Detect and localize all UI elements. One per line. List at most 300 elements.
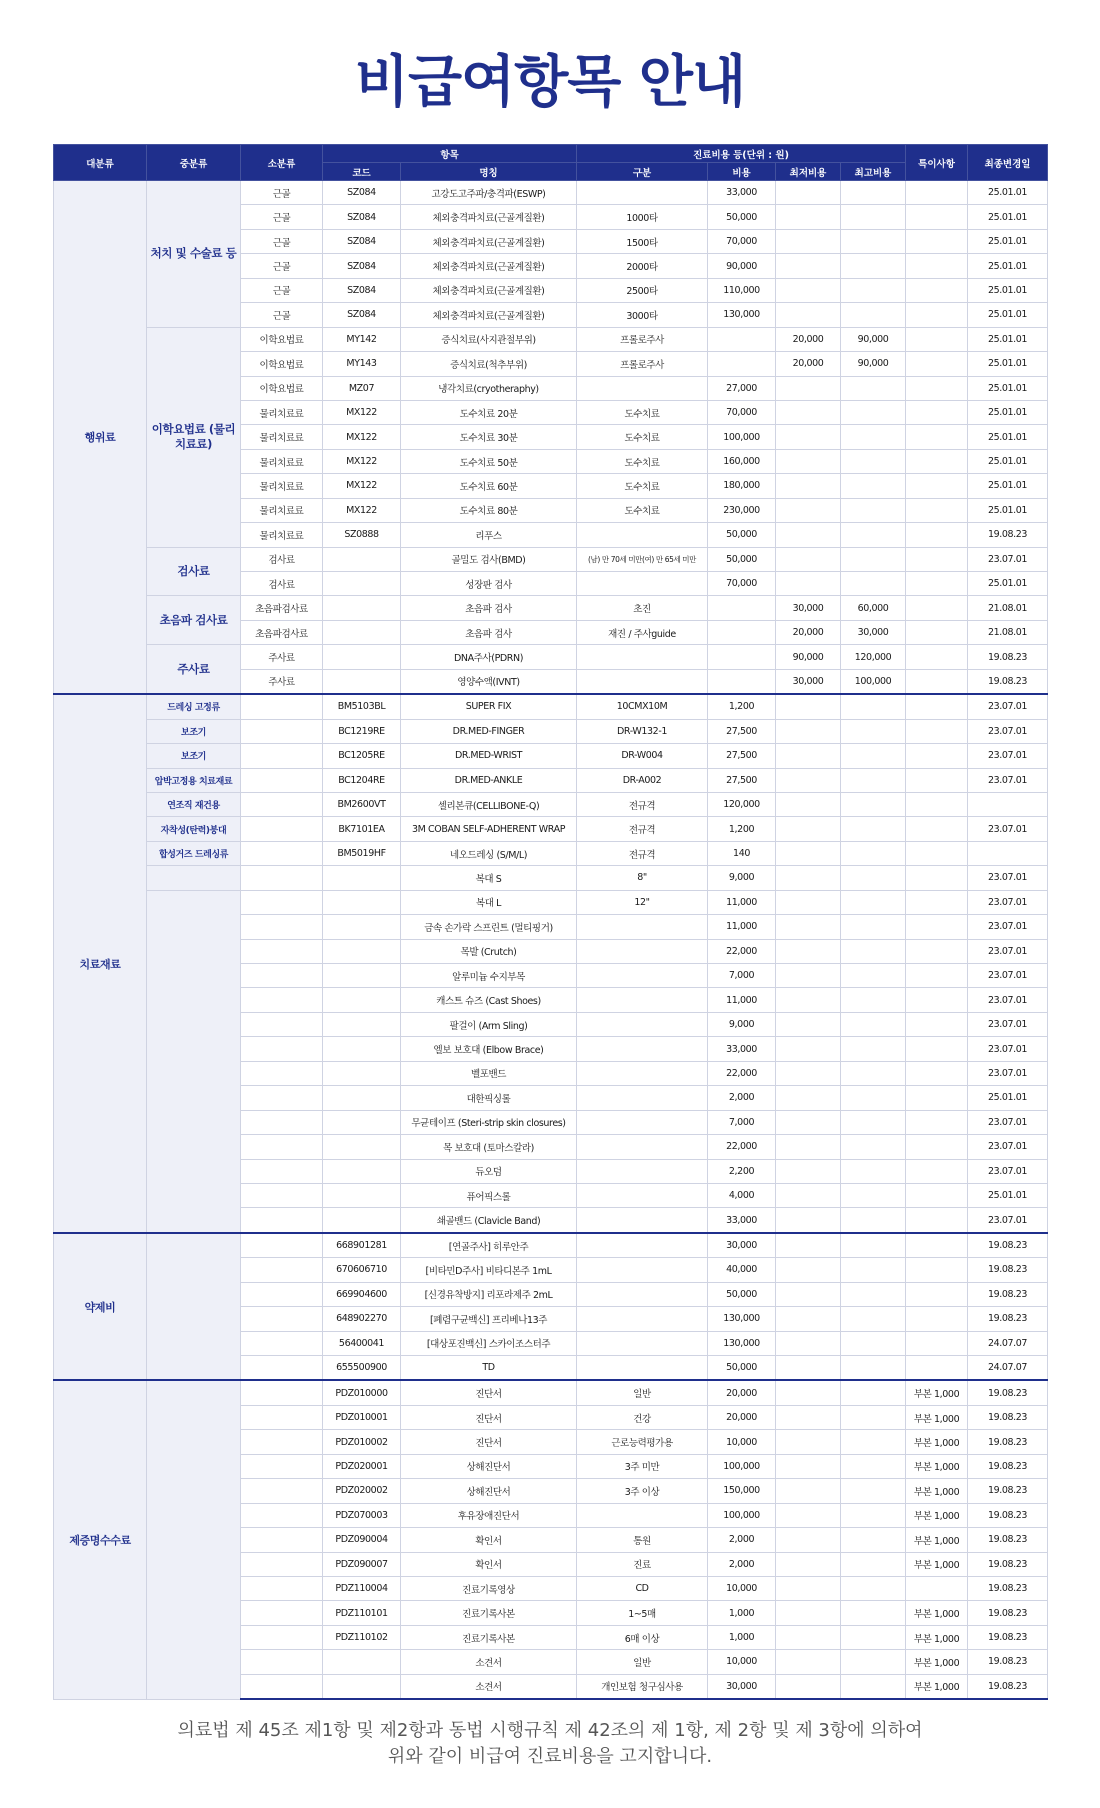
cell-note — [906, 278, 968, 302]
cell-minor — [241, 768, 323, 792]
notice-line-1: 의료법 제 45조 제1항 및 제2항과 동법 시행규칙 제 42조의 제 1항, 제 2항 및 제 3항에 의하여 — [177, 1720, 923, 1741]
cell-code: PDZ010000 — [323, 1380, 401, 1405]
cell-kind: 일반 — [577, 1380, 708, 1405]
cell-fee — [708, 645, 776, 669]
cell-name: 셀리본큐(CELLIBONE-Q) — [401, 792, 577, 816]
header-max: 최고비용 — [841, 163, 906, 181]
cell-max: 90,000 — [841, 327, 906, 351]
cell-minor — [241, 1331, 323, 1355]
cell-fee: 2,000 — [708, 1552, 776, 1576]
cell-fee: 7,000 — [708, 1110, 776, 1134]
cell-name: 초음파 검사 — [401, 596, 577, 620]
cell-minor: 이학요법료 — [241, 327, 323, 351]
cell-kind: 도수치료 — [577, 498, 708, 522]
cell-min — [776, 1208, 841, 1233]
cell-kind — [577, 1356, 708, 1381]
cell-max — [841, 229, 906, 253]
cell-name: 도수치료 50분 — [401, 449, 577, 473]
cell-date: 24.07.07 — [968, 1331, 1048, 1355]
cell-min — [776, 1282, 841, 1306]
cell-code: BM5019HF — [323, 841, 401, 865]
cell-code — [323, 866, 401, 890]
table-row — [54, 547, 1048, 571]
cell-min — [776, 719, 841, 743]
cell-fee — [708, 596, 776, 620]
cell-minor: 주사료 — [241, 645, 323, 669]
cell-max — [841, 1380, 906, 1405]
cell-max — [841, 1601, 906, 1625]
notice-line-2: 위와 같이 비급여 진료비용을 고지합니다. — [387, 1746, 713, 1767]
cell-min: 30,000 — [776, 596, 841, 620]
middle-category-cell: 보조기 — [147, 744, 241, 768]
cell-minor — [241, 1601, 323, 1625]
cell-kind — [577, 1110, 708, 1134]
cell-fee: 50,000 — [708, 205, 776, 229]
cell-minor — [241, 1674, 323, 1699]
cell-max — [841, 1135, 906, 1159]
cell-kind — [577, 572, 708, 596]
cell-max — [841, 1552, 906, 1576]
cell-kind — [577, 915, 708, 939]
cell-fee: 33,000 — [708, 1208, 776, 1233]
fee-table — [53, 144, 1048, 1700]
cell-note — [906, 1208, 968, 1233]
cell-name: TD — [401, 1356, 577, 1381]
cell-date: 23.07.01 — [968, 988, 1048, 1012]
cell-max — [841, 768, 906, 792]
cell-max — [841, 1258, 906, 1282]
cell-note — [906, 694, 968, 719]
cell-fee: 7,000 — [708, 964, 776, 988]
cell-max — [841, 744, 906, 768]
cell-min — [776, 1674, 841, 1699]
cell-max — [841, 866, 906, 890]
page-title: 비급여항목 안내 — [354, 50, 746, 115]
cell-fee: 20,000 — [708, 1380, 776, 1405]
cell-minor: 근골 — [241, 278, 323, 302]
cell-kind: CD — [577, 1576, 708, 1600]
cell-fee — [708, 669, 776, 694]
cell-date: 25.01.01 — [968, 498, 1048, 522]
cell-code: 648902270 — [323, 1307, 401, 1331]
cell-minor: 이학요법료 — [241, 352, 323, 376]
cell-code: SZ084 — [323, 205, 401, 229]
cell-max — [841, 1086, 906, 1110]
cell-min — [776, 1405, 841, 1429]
cell-minor — [241, 1183, 323, 1207]
cell-max — [841, 694, 906, 719]
cell-min — [776, 792, 841, 816]
cell-code: PDZ090004 — [323, 1528, 401, 1552]
cell-max — [841, 425, 906, 449]
cell-max — [841, 1356, 906, 1381]
cell-note — [906, 1258, 968, 1282]
cell-date: 25.01.01 — [968, 181, 1048, 205]
cell-max — [841, 1282, 906, 1306]
cell-kind — [577, 988, 708, 1012]
cell-name: 팔걸이 (Arm Sling) — [401, 1012, 577, 1036]
cell-note — [906, 1356, 968, 1381]
cell-max — [841, 1183, 906, 1207]
cell-minor — [241, 1159, 323, 1183]
middle-category-cell: 합성거즈 드레싱류 — [147, 841, 241, 865]
cell-name: 도수치료 20분 — [401, 400, 577, 424]
cell-min — [776, 988, 841, 1012]
cell-minor: 물리치료료 — [241, 425, 323, 449]
cell-name: SUPER FIX — [401, 694, 577, 719]
cell-code: 56400041 — [323, 1331, 401, 1355]
cell-name: 소견서 — [401, 1650, 577, 1674]
cell-code: BM5103BL — [323, 694, 401, 719]
table-row — [54, 645, 1048, 669]
cell-min — [776, 964, 841, 988]
cell-code: MY143 — [323, 352, 401, 376]
cell-fee: 27,500 — [708, 768, 776, 792]
cell-note — [906, 181, 968, 205]
cell-code: MX122 — [323, 474, 401, 498]
cell-note — [906, 400, 968, 424]
cell-date: 19.08.23 — [968, 523, 1048, 547]
cell-name: DR.MED-ANKLE — [401, 768, 577, 792]
cell-name: 증식치료(척추부위) — [401, 352, 577, 376]
cell-kind: 1~5매 — [577, 1601, 708, 1625]
cell-minor — [241, 1380, 323, 1405]
cell-name: 골밀도 검사(BMD) — [401, 547, 577, 571]
cell-date: 24.07.07 — [968, 1356, 1048, 1381]
cell-kind: 일반 — [577, 1650, 708, 1674]
cell-kind: DR-W132-1 — [577, 719, 708, 743]
cell-note — [906, 425, 968, 449]
cell-kind — [577, 939, 708, 963]
cell-name: 체외충격파치료(근골계질환) — [401, 303, 577, 327]
cell-note: 부본 1,000 — [906, 1380, 968, 1405]
header-item: 항목 — [323, 145, 577, 163]
cell-name: 목 보호대 (토마스칼라) — [401, 1135, 577, 1159]
cell-kind: 1000타 — [577, 205, 708, 229]
cell-name: 확인서 — [401, 1528, 577, 1552]
notice-text — [0, 1718, 1100, 1770]
cell-max — [841, 181, 906, 205]
cell-fee: 100,000 — [708, 425, 776, 449]
cell-code: MZ07 — [323, 376, 401, 400]
cell-max — [841, 400, 906, 424]
cell-code — [323, 915, 401, 939]
cell-minor — [241, 1233, 323, 1258]
cell-name: 체외충격파치료(근골계질환) — [401, 229, 577, 253]
cell-min — [776, 205, 841, 229]
cell-note — [906, 1331, 968, 1355]
cell-note — [906, 523, 968, 547]
cell-fee: 50,000 — [708, 1282, 776, 1306]
header-name: 명칭 — [401, 163, 577, 181]
cell-kind: 3주 미만 — [577, 1454, 708, 1478]
cell-date: 19.08.23 — [968, 1233, 1048, 1258]
cell-name: 복대 S — [401, 866, 577, 890]
middle-category-cell: 드레싱 고정류 — [147, 694, 241, 719]
header-kind: 구분 — [577, 163, 708, 181]
cell-min: 20,000 — [776, 620, 841, 644]
cell-date: 23.07.01 — [968, 817, 1048, 841]
cell-fee — [708, 620, 776, 644]
cell-name: 듀오덤 — [401, 1159, 577, 1183]
cell-date: 23.07.01 — [968, 964, 1048, 988]
cell-code: 670606710 — [323, 1258, 401, 1282]
cell-minor — [241, 1503, 323, 1527]
cell-minor — [241, 1625, 323, 1649]
cell-date: 19.08.23 — [968, 1601, 1048, 1625]
cell-date: 23.07.01 — [968, 939, 1048, 963]
cell-kind: 전규격 — [577, 841, 708, 865]
cell-kind — [577, 645, 708, 669]
cell-date: 19.08.23 — [968, 1576, 1048, 1600]
cell-note — [906, 1110, 968, 1134]
cell-max — [841, 1503, 906, 1527]
cell-note: 부본 1,000 — [906, 1479, 968, 1503]
cell-fee: 50,000 — [708, 547, 776, 571]
cell-minor — [241, 866, 323, 890]
cell-date: 25.01.01 — [968, 474, 1048, 498]
cell-min — [776, 229, 841, 253]
cell-min — [776, 939, 841, 963]
cell-kind — [577, 181, 708, 205]
cell-date: 21.08.01 — [968, 596, 1048, 620]
cell-name: DR.MED-WRIST — [401, 744, 577, 768]
middle-category-cell: 보조기 — [147, 719, 241, 743]
cell-date: 19.08.23 — [968, 1380, 1048, 1405]
cell-fee: 70,000 — [708, 229, 776, 253]
cell-code: PDZ090007 — [323, 1552, 401, 1576]
major-category-cell: 약제비 — [54, 1233, 147, 1381]
cell-code — [323, 1183, 401, 1207]
cell-note: 부본 1,000 — [906, 1552, 968, 1576]
cell-max — [841, 498, 906, 522]
middle-category-cell — [147, 1233, 241, 1381]
cell-max — [841, 1110, 906, 1134]
cell-min — [776, 915, 841, 939]
cell-min — [776, 817, 841, 841]
cell-fee: 22,000 — [708, 1061, 776, 1085]
cell-name: 체외충격파치료(근골계질환) — [401, 205, 577, 229]
cell-note — [906, 327, 968, 351]
cell-kind: 근로능력평가용 — [577, 1430, 708, 1454]
cell-min — [776, 523, 841, 547]
cell-fee: 110,000 — [708, 278, 776, 302]
cell-kind — [577, 1159, 708, 1183]
cell-min — [776, 1650, 841, 1674]
header-min: 최저비용 — [776, 163, 841, 181]
middle-category-cell: 연조직 재건용 — [147, 792, 241, 816]
cell-date: 21.08.01 — [968, 620, 1048, 644]
cell-fee: 100,000 — [708, 1454, 776, 1478]
cell-code — [323, 1110, 401, 1134]
cell-fee: 22,000 — [708, 1135, 776, 1159]
cell-date: 19.08.23 — [968, 1405, 1048, 1429]
cell-note: 부본 1,000 — [906, 1674, 968, 1699]
cell-min — [776, 1356, 841, 1381]
cell-min — [776, 1159, 841, 1183]
cell-name: 진단서 — [401, 1430, 577, 1454]
cell-minor — [241, 719, 323, 743]
cell-min — [776, 400, 841, 424]
cell-date: 19.08.23 — [968, 1307, 1048, 1331]
cell-minor — [241, 964, 323, 988]
cell-note — [906, 792, 968, 816]
cell-date: 23.07.01 — [968, 768, 1048, 792]
cell-name: 쇄골밴드 (Clavicle Band) — [401, 1208, 577, 1233]
cell-minor: 검사료 — [241, 547, 323, 571]
cell-note — [906, 669, 968, 694]
middle-category-cell — [147, 890, 241, 1233]
cell-note — [906, 1135, 968, 1159]
cell-min — [776, 1380, 841, 1405]
cell-min — [776, 1601, 841, 1625]
cell-name: [대상포진백신] 스카이조스터주 — [401, 1331, 577, 1355]
cell-kind: DR-W004 — [577, 744, 708, 768]
cell-min — [776, 1258, 841, 1282]
cell-minor — [241, 915, 323, 939]
cell-code: PDZ020002 — [323, 1479, 401, 1503]
cell-minor: 근골 — [241, 205, 323, 229]
cell-note — [906, 719, 968, 743]
cell-code — [323, 1012, 401, 1036]
middle-category-cell: 주사료 — [147, 645, 241, 694]
cell-date: 19.08.23 — [968, 1528, 1048, 1552]
cell-code — [323, 596, 401, 620]
cell-fee: 140 — [708, 841, 776, 865]
cell-name: 성장판 검사 — [401, 572, 577, 596]
cell-kind: 진료 — [577, 1552, 708, 1576]
cell-name: 초음파 검사 — [401, 620, 577, 644]
cell-code: BM2600VT — [323, 792, 401, 816]
cell-fee: 1,000 — [708, 1601, 776, 1625]
cell-fee: 11,000 — [708, 915, 776, 939]
cell-name: 퓨어픽스롤 — [401, 1183, 577, 1207]
cell-name: 진료기록사본 — [401, 1625, 577, 1649]
middle-category-cell: 이학요법료 (물리치료료) — [147, 327, 241, 547]
cell-name: [연골주사] 히루안주 — [401, 1233, 577, 1258]
cell-fee: 27,000 — [708, 376, 776, 400]
cell-note — [906, 572, 968, 596]
header-cost: 진료비용 등(단위 : 원) — [577, 145, 906, 163]
cell-minor — [241, 1282, 323, 1306]
cell-date: 25.01.01 — [968, 327, 1048, 351]
cell-date: 23.07.01 — [968, 915, 1048, 939]
cell-min — [776, 425, 841, 449]
cell-min — [776, 1552, 841, 1576]
cell-min — [776, 1061, 841, 1085]
cell-kind: 8" — [577, 866, 708, 890]
cell-max — [841, 376, 906, 400]
cell-minor — [241, 1012, 323, 1036]
cell-note — [906, 1061, 968, 1085]
cell-min — [776, 474, 841, 498]
cell-code — [323, 669, 401, 694]
cell-min — [776, 303, 841, 327]
cell-max — [841, 1528, 906, 1552]
cell-note — [906, 1576, 968, 1600]
cell-kind: (남) 만 70세 미만(여) 만 65세 미만 — [577, 547, 708, 571]
cell-minor — [241, 1528, 323, 1552]
cell-code: BK7101EA — [323, 817, 401, 841]
cell-date: 23.07.01 — [968, 719, 1048, 743]
cell-min — [776, 449, 841, 473]
cell-max — [841, 1479, 906, 1503]
cell-kind: 10CMX10M — [577, 694, 708, 719]
cell-date: 23.07.01 — [968, 1061, 1048, 1085]
cell-min — [776, 1479, 841, 1503]
middle-category-cell — [147, 866, 241, 890]
cell-max — [841, 841, 906, 865]
cell-max — [841, 572, 906, 596]
cell-kind — [577, 669, 708, 694]
cell-minor: 물리치료료 — [241, 523, 323, 547]
cell-minor: 검사료 — [241, 572, 323, 596]
cell-code: 669904600 — [323, 1282, 401, 1306]
cell-minor: 이학요법료 — [241, 376, 323, 400]
cell-name: 확인서 — [401, 1552, 577, 1576]
cell-code: SZ084 — [323, 278, 401, 302]
cell-note — [906, 1012, 968, 1036]
cell-date: 23.07.01 — [968, 866, 1048, 890]
cell-date: 25.01.01 — [968, 1183, 1048, 1207]
cell-kind: 전규격 — [577, 792, 708, 816]
cell-fee: 100,000 — [708, 1503, 776, 1527]
cell-max: 100,000 — [841, 669, 906, 694]
cell-max — [841, 1674, 906, 1699]
cell-kind — [577, 523, 708, 547]
cell-fee: 9,000 — [708, 1012, 776, 1036]
cell-fee: 2,200 — [708, 1159, 776, 1183]
cell-fee — [708, 327, 776, 351]
cell-name: 증식치료(사지관절부위) — [401, 327, 577, 351]
table-row — [54, 841, 1048, 865]
cell-kind: 재진 / 주사guide — [577, 620, 708, 644]
cell-note: 부본 1,000 — [906, 1625, 968, 1649]
cell-name: DNA주사(PDRN) — [401, 645, 577, 669]
cell-name: 진료기록영상 — [401, 1576, 577, 1600]
cell-note — [906, 229, 968, 253]
cell-name: 리푸스 — [401, 523, 577, 547]
cell-min — [776, 572, 841, 596]
cell-min — [776, 1037, 841, 1061]
cell-date: 19.08.23 — [968, 669, 1048, 694]
cell-date: 23.07.01 — [968, 1159, 1048, 1183]
table-row — [54, 719, 1048, 743]
cell-note — [906, 620, 968, 644]
cell-fee: 50,000 — [708, 1356, 776, 1381]
cell-code: MX122 — [323, 449, 401, 473]
cell-minor — [241, 1135, 323, 1159]
cell-name: 대한픽싱롤 — [401, 1086, 577, 1110]
cell-min — [776, 1012, 841, 1036]
cell-date: 19.08.23 — [968, 1479, 1048, 1503]
cell-code — [323, 572, 401, 596]
table-row — [54, 181, 1048, 205]
major-category-cell: 제증명수수료 — [54, 1380, 147, 1699]
cell-note — [906, 964, 968, 988]
cell-code: PDZ020001 — [323, 1454, 401, 1478]
table-row — [54, 768, 1048, 792]
cell-code: PDZ010001 — [323, 1405, 401, 1429]
cell-kind: DR-A002 — [577, 768, 708, 792]
cell-code: SZ084 — [323, 254, 401, 278]
cell-code — [323, 1061, 401, 1085]
cell-min — [776, 1503, 841, 1527]
cell-note — [906, 1086, 968, 1110]
table-row — [54, 694, 1048, 719]
cell-fee: 4,000 — [708, 1183, 776, 1207]
major-category-cell: 행위료 — [54, 181, 147, 695]
